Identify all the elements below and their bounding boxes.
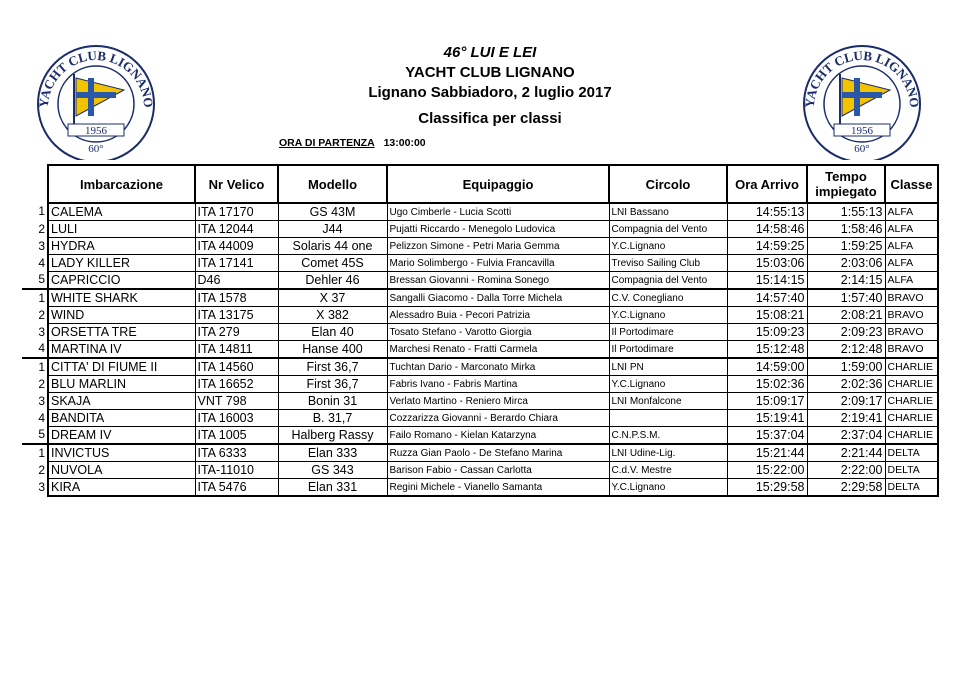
cell-sail-number: ITA 17170 (195, 203, 278, 221)
cell-club: Y.C.Lignano (609, 376, 727, 393)
cell-crew: Tosato Stefano - Varotto Giorgia (387, 324, 609, 341)
cell-boat-name: MARTINA IV (48, 341, 195, 359)
cell-boat-model: Dehler 46 (278, 272, 387, 290)
cell-boat-model: Elan 331 (278, 479, 387, 497)
table-row (22, 203, 938, 221)
cell-boat-name: BLU MARLIN (48, 376, 195, 393)
cell-boat-model: Solaris 44 one (278, 238, 387, 255)
cell-club: LNI PN (609, 358, 727, 376)
cell-crew: Ugo Cimberle - Lucia Scotti (387, 203, 609, 221)
event-place-date: Lignano Sabbiadoro, 2 luglio 2017 (368, 84, 612, 101)
cell-boat-model: J44 (278, 221, 387, 238)
table-row (22, 358, 938, 376)
cell-arrival-time: 15:21:44 (727, 444, 807, 462)
cell-club: LNI Udine-Lig. (609, 444, 727, 462)
cell-boat-name: CITTA' DI FIUME II (48, 358, 195, 376)
svg-text:YACHT CLUB LIGNANO: YACHT CLUB LIGNANO (35, 47, 157, 109)
cell-position: 1 (22, 289, 48, 307)
cell-boat-model: GS 343 (278, 462, 387, 479)
cell-sail-number: ITA 14560 (195, 358, 278, 376)
cell-class: CHARLIE (885, 393, 938, 410)
svg-text:YACHT CLUB LIGNANO: YACHT CLUB LIGNANO (801, 47, 923, 109)
header-blank (22, 165, 48, 203)
cell-boat-model: Elan 40 (278, 324, 387, 341)
start-time-value: 13:00:00 (383, 137, 426, 149)
cell-club: C.d.V. Mestre (609, 462, 727, 479)
cell-club: C.N.P.S.M. (609, 427, 727, 445)
table-row (22, 376, 938, 393)
yacht-club-lignano-logo-left (32, 38, 160, 160)
cell-sail-number: ITA 14811 (195, 341, 278, 359)
svg-text:1956: 1956 (851, 125, 873, 137)
cell-class: BRAVO (885, 324, 938, 341)
col-nr-velico: Nr Velico (195, 165, 278, 203)
cell-elapsed-time: 2:22:00 (807, 462, 885, 479)
table-row (22, 427, 938, 445)
col-tempo-impiegato: Tempo impiegato (807, 165, 885, 203)
cell-arrival-time: 15:09:23 (727, 324, 807, 341)
cell-sail-number: ITA 13175 (195, 307, 278, 324)
cell-boat-name: KIRA (48, 479, 195, 497)
cell-sail-number: ITA 279 (195, 324, 278, 341)
cell-boat-model: GS 43M (278, 203, 387, 221)
table-row (22, 479, 938, 497)
cell-crew: Ruzza Gian Paolo - De Stefano Marina (387, 444, 609, 462)
cell-position: 1 (22, 358, 48, 376)
cell-elapsed-time: 2:21:44 (807, 444, 885, 462)
cell-class: ALFA (885, 272, 938, 290)
cell-crew: Fabris Ivano - Fabris Martina (387, 376, 609, 393)
cell-boat-model: Elan 333 (278, 444, 387, 462)
cell-crew: Regini Michele - Vianello Samanta (387, 479, 609, 497)
svg-text:60°: 60° (854, 143, 870, 155)
cell-boat-model: Hanse 400 (278, 341, 387, 359)
cell-arrival-time: 15:19:41 (727, 410, 807, 427)
cell-club: LNI Monfalcone (609, 393, 727, 410)
cell-arrival-time: 14:58:46 (727, 221, 807, 238)
cell-crew: Tuchtan Dario - Marconato Mirka (387, 358, 609, 376)
cell-boat-model: X 37 (278, 289, 387, 307)
cell-boat-model: First 36,7 (278, 358, 387, 376)
cell-boat-model: B. 31,7 (278, 410, 387, 427)
cell-class: CHARLIE (885, 427, 938, 445)
cell-sail-number: ITA 6333 (195, 444, 278, 462)
cell-crew: Pelizzon Simone - Petri Maria Gemma (387, 238, 609, 255)
results-body (22, 203, 938, 496)
cell-sail-number: VNT 798 (195, 393, 278, 410)
cell-arrival-time: 15:12:48 (727, 341, 807, 359)
cell-club: Compagnia del Vento (609, 221, 727, 238)
table-row (22, 341, 938, 359)
cell-crew: Verlato Martino - Reniero Mirca (387, 393, 609, 410)
cell-club (609, 410, 727, 427)
svg-text:1956: 1956 (85, 125, 107, 137)
col-classe: Classe (885, 165, 938, 203)
cell-club: LNI Bassano (609, 203, 727, 221)
cell-arrival-time: 15:29:58 (727, 479, 807, 497)
cell-arrival-time: 15:22:00 (727, 462, 807, 479)
yacht-club-lignano-logo-right (798, 38, 926, 160)
cell-boat-name: WHITE SHARK (48, 289, 195, 307)
cell-club: Y.C.Lignano (609, 238, 727, 255)
cell-crew: Barison Fabio - Cassan Carlotta (387, 462, 609, 479)
cell-sail-number: ITA 5476 (195, 479, 278, 497)
cell-arrival-time: 15:09:17 (727, 393, 807, 410)
start-time-label: ORA DI PARTENZA (279, 137, 375, 149)
cell-elapsed-time: 2:09:17 (807, 393, 885, 410)
club-name: YACHT CLUB LIGNANO (405, 64, 575, 81)
cell-boat-model: X 382 (278, 307, 387, 324)
cell-class: ALFA (885, 221, 938, 238)
cell-arrival-time: 14:57:40 (727, 289, 807, 307)
cell-sail-number: ITA 17141 (195, 255, 278, 272)
cell-crew: Pujatti Riccardo - Menegolo Ludovica (387, 221, 609, 238)
cell-position: 3 (38, 324, 45, 339)
cell-class: ALFA (885, 203, 938, 221)
col-circolo: Circolo (609, 165, 727, 203)
cell-boat-name: LADY KILLER (48, 255, 195, 272)
cell-elapsed-time: 2:02:36 (807, 376, 885, 393)
cell-crew: Mario Solimbergo - Fulvia Francavilla (387, 255, 609, 272)
cell-elapsed-time: 2:19:41 (807, 410, 885, 427)
cell-elapsed-time: 2:14:15 (807, 272, 885, 290)
cell-boat-model: Halberg Rassy (278, 427, 387, 445)
cell-elapsed-time: 2:08:21 (807, 307, 885, 324)
cell-position: 2 (38, 376, 45, 391)
cell-class: BRAVO (885, 307, 938, 324)
cell-crew: Failo Romano - Kielan Katarzyna (387, 427, 609, 445)
event-title: 46° LUI E LEI (443, 44, 537, 61)
cell-class: ALFA (885, 255, 938, 272)
table-row (22, 410, 938, 427)
cell-boat-name: WIND (48, 307, 195, 324)
cell-position: 1 (38, 204, 45, 219)
cell-class: ALFA (885, 238, 938, 255)
cell-class: BRAVO (885, 341, 938, 359)
cell-boat-name: BANDITA (48, 410, 195, 427)
svg-text:60°: 60° (88, 143, 104, 155)
cell-elapsed-time: 1:58:46 (807, 221, 885, 238)
cell-crew: Bressan Giovanni - Romina Sonego (387, 272, 609, 290)
cell-sail-number: ITA 16003 (195, 410, 278, 427)
table-row (22, 462, 938, 479)
cell-club: C.V. Conegliano (609, 289, 727, 307)
table-row (22, 444, 938, 462)
cell-arrival-time: 14:55:13 (727, 203, 807, 221)
cell-club: Il Portodimare (609, 324, 727, 341)
cell-boat-model: Bonin 31 (278, 393, 387, 410)
cell-arrival-time: 14:59:25 (727, 238, 807, 255)
cell-boat-name: CAPRICCIO (48, 272, 195, 290)
cell-class: CHARLIE (885, 410, 938, 427)
cell-sail-number: D46 (195, 272, 278, 290)
cell-crew: Alessadro Buia - Pecori Patrizia (387, 307, 609, 324)
cell-sail-number: ITA 1578 (195, 289, 278, 307)
cell-club: Treviso Sailing Club (609, 255, 727, 272)
table-row (22, 238, 938, 255)
cell-class: DELTA (885, 444, 938, 462)
cell-class: CHARLIE (885, 358, 938, 376)
cell-club: Compagnia del Vento (609, 272, 727, 290)
cell-elapsed-time: 2:29:58 (807, 479, 885, 497)
table-row (22, 393, 938, 410)
cell-class: BRAVO (885, 289, 938, 307)
cell-arrival-time: 15:03:06 (727, 255, 807, 272)
cell-position: 4 (38, 341, 45, 356)
cell-sail-number: ITA 12044 (195, 221, 278, 238)
cell-boat-name: ORSETTA TRE (48, 324, 195, 341)
cell-sail-number: ITA-11010 (195, 462, 278, 479)
table-row (22, 289, 938, 307)
cell-arrival-time: 15:02:36 (727, 376, 807, 393)
cell-position: 1 (22, 444, 48, 462)
cell-club: Il Portodimare (609, 341, 727, 359)
results-table (22, 164, 939, 497)
cell-elapsed-time: 2:12:48 (807, 341, 885, 359)
table-header-row (22, 165, 938, 203)
cell-boat-name: INVICTUS (48, 444, 195, 462)
cell-club: Y.C.Lignano (609, 479, 727, 497)
cell-position: 2 (38, 462, 45, 477)
cell-arrival-time: 15:14:15 (727, 272, 807, 290)
cell-class: DELTA (885, 479, 938, 497)
results-title: Classifica per classi (418, 110, 562, 127)
cell-elapsed-time: 2:37:04 (807, 427, 885, 445)
cell-boat-model: Comet 45S (278, 255, 387, 272)
cell-elapsed-time: 1:55:13 (807, 203, 885, 221)
table-row (22, 307, 938, 324)
cell-elapsed-time: 2:03:06 (807, 255, 885, 272)
cell-position: 5 (38, 272, 45, 287)
cell-boat-name: LULI (48, 221, 195, 238)
table-row (22, 324, 938, 341)
cell-position: 3 (38, 393, 45, 408)
col-equipaggio: Equipaggio (387, 165, 609, 203)
cell-crew: Marchesi Renato - Fratti Carmela (387, 341, 609, 359)
col-ora-arrivo: Ora Arrivo (727, 165, 807, 203)
table-row (22, 221, 938, 238)
cell-arrival-time: 14:59:00 (727, 358, 807, 376)
cell-crew: Sangalli Giacomo - Dalla Torre Michela (387, 289, 609, 307)
cell-boat-name: SKAJA (48, 393, 195, 410)
start-time (279, 137, 426, 149)
cell-position: 4 (38, 410, 45, 425)
cell-crew: Cozzarizza Giovanni - Berardo Chiara (387, 410, 609, 427)
cell-position: 3 (38, 479, 45, 494)
cell-elapsed-time: 2:09:23 (807, 324, 885, 341)
col-modello: Modello (278, 165, 387, 203)
cell-club: Y.C.Lignano (609, 307, 727, 324)
cell-boat-name: CALEMA (48, 203, 195, 221)
cell-arrival-time: 15:37:04 (727, 427, 807, 445)
cell-position: 5 (38, 427, 45, 442)
cell-elapsed-time: 1:59:00 (807, 358, 885, 376)
cell-boat-name: NUVOLA (48, 462, 195, 479)
table-row (22, 255, 938, 272)
table-row (22, 272, 938, 290)
cell-sail-number: ITA 16652 (195, 376, 278, 393)
cell-position: 3 (38, 238, 45, 253)
cell-class: CHARLIE (885, 376, 938, 393)
cell-sail-number: ITA 1005 (195, 427, 278, 445)
cell-class: DELTA (885, 462, 938, 479)
cell-sail-number: ITA 44009 (195, 238, 278, 255)
col-imbarcazione: Imbarcazione (48, 165, 195, 203)
cell-elapsed-time: 1:57:40 (807, 289, 885, 307)
cell-position: 4 (38, 255, 45, 270)
cell-boat-model: First 36,7 (278, 376, 387, 393)
cell-boat-name: DREAM IV (48, 427, 195, 445)
cell-position: 2 (38, 307, 45, 322)
cell-position: 2 (38, 221, 45, 236)
cell-boat-name: HYDRA (48, 238, 195, 255)
cell-arrival-time: 15:08:21 (727, 307, 807, 324)
cell-elapsed-time: 1:59:25 (807, 238, 885, 255)
